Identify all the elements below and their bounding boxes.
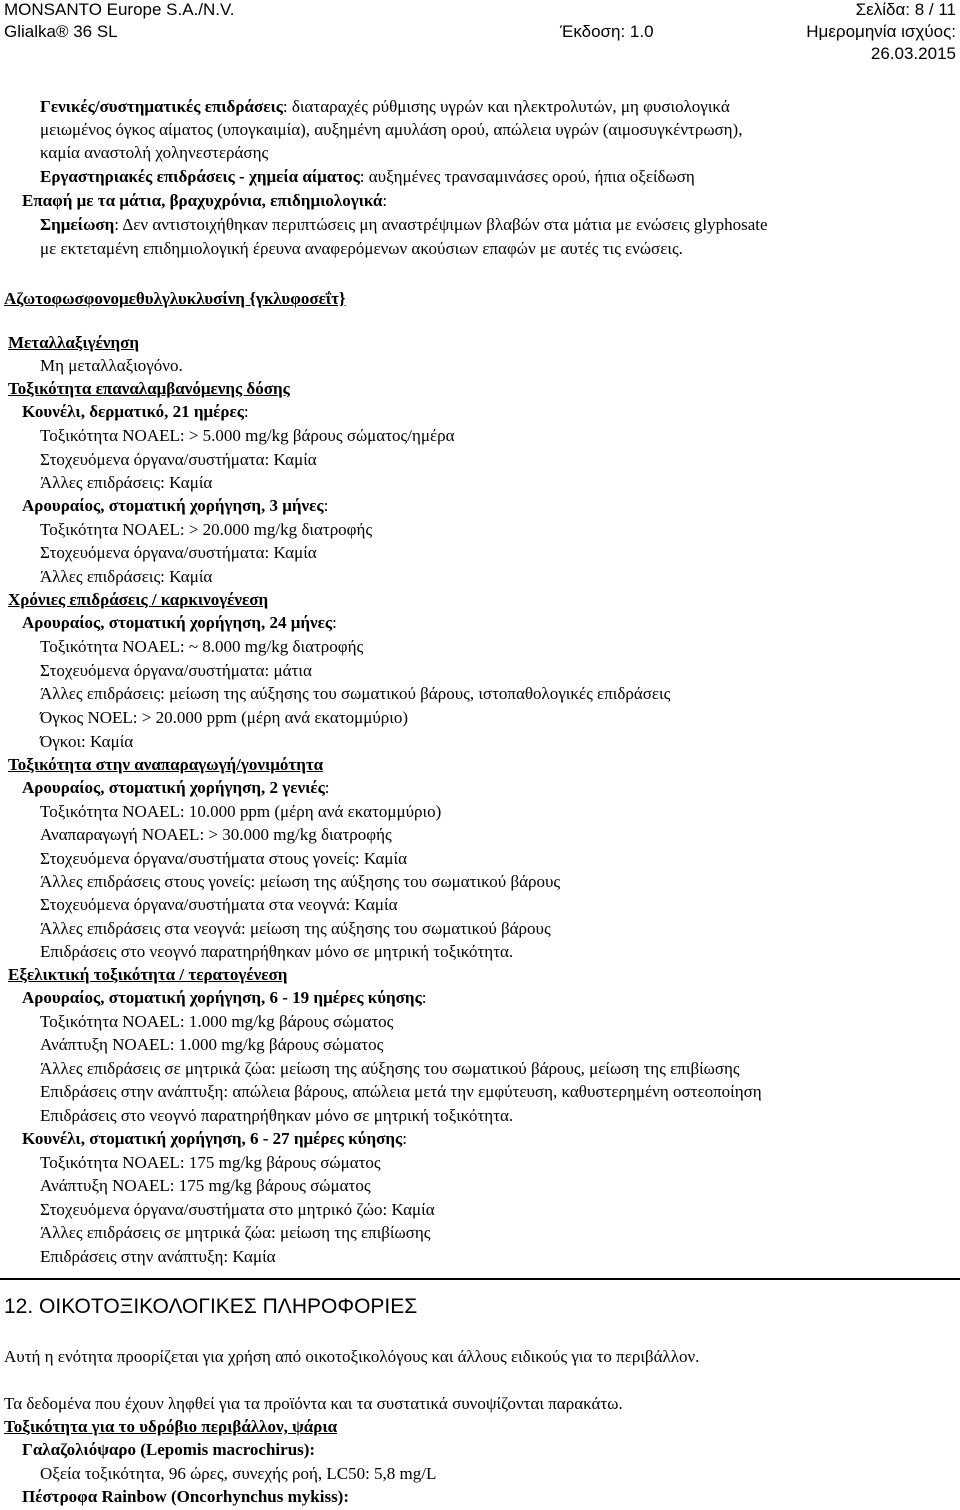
developmental-rat: Αρουραίος, στοματική χορήγηση, 6 - 19 ημέρες κύησης: (22, 988, 427, 1007)
note-line-1: Σημείωση: Δεν αντιστοιχήθηκαν περιπτώσεις μη αναστρέψιμων βλαβών στα μάτια με ενώσεις glyphosate (40, 215, 768, 234)
chronic-rat: Αρουραίος, στοματική χορήγηση, 24 μήνες: (22, 613, 337, 632)
lab-effects-line: Εργαστηριακές επιδράσεις - χημεία αίματος: αυξημένες τρανσαμινάσες ορού, ήπια οξείδωση (40, 167, 695, 186)
mutagenicity-heading: Μεταλλαξιγένηση (8, 333, 140, 352)
general-effects-line-2: μειωμένος όγκος αίματος (υπογκαιμία), αυξημένη αμυλάση ορού, απώλεια υγρών (αιμοσυγκέντρωση), (40, 120, 743, 139)
general-effects-line-3: καμία αναστολή χοληνεστεράσης (40, 143, 269, 162)
developmental-rat-noael: Τοξικότητα NOAEL: 1.000 mg/kg βάρους σώματος (40, 1012, 394, 1031)
reproduction-other-young: Άλλες επιδράσεις στα νεογνά: μείωση της αύξησης του σωματικού βάρους (40, 919, 551, 938)
reproduction-rat: Αρουραίος, στοματική χορήγηση, 2 γενιές: (22, 778, 330, 797)
developmental-heading: Εξελικτική τοξικότητα / τερατογένεση (8, 965, 288, 984)
reproduction-target-parents: Στοχευόμενα όργανα/συστήματα στους γονείς: Καμία (40, 849, 407, 868)
reproduction-other-parents: Άλλες επιδράσεις στους γονείς: μείωση της αύξησης του σωματικού βάρους (40, 872, 561, 891)
chronic-heading: Χρόνιες επιδράσεις / καρκινογένεση (8, 590, 269, 609)
section-divider (0, 1278, 960, 1280)
repeated-dose-heading: Τοξικότητα επαναλαμβανόμενης δόσης (8, 379, 290, 398)
developmental-rabbit-dev-noael: Ανάπτυξη NOAEL: 175 mg/kg βάρους σώματος (40, 1176, 371, 1195)
chronic-target: Στοχευόμενα όργανα/συστήματα: μάτια (40, 661, 312, 680)
product-name: Glialka® 36 SL (4, 22, 118, 41)
substance-heading: Αζωτοφωσφονομεθυλγλυκλυσίνη {γκλυφοσεΐτ} (4, 289, 346, 308)
reproduction-effects-young: Επιδράσεις στο νεογνό παρατηρήθηκαν μόνο σε μητρική τοξικότητα. (40, 942, 514, 961)
page-header (0, 0, 960, 70)
reproduction-heading: Τοξικότητα στην αναπαραγωγή/γονιμότητα (8, 755, 324, 774)
eye-contact-heading: Επαφή με τα μάτια, βραχυχρόνια, επιδημιολογικά: (22, 191, 388, 210)
developmental-rabbit: Κουνέλι, στοματική χορήγηση, 6 - 27 ημέρες κύησης: (22, 1129, 407, 1148)
effective-date: 26.03.2015 (870, 44, 956, 63)
note-line-2: με εκτεταμένη επιδημιολογική έρευνα αναφερόμενων ακούσιων επαφών με αυτές τις ενώσεις. (40, 239, 683, 258)
section-12-title: 12. ΟΙΚΟΤΟΞΙΚΟΛΟΓΙΚΕΣ ΠΛΗΡΟΦΟΡΙΕΣ (4, 1295, 418, 1318)
section-12-data-note: Τα δεδομένα που έχουν ληφθεί για τα προϊόντα και τα συστατικά συνοψίζονται παρακάτω. (4, 1394, 623, 1413)
reproduction-target-young: Στοχευόμενα όργανα/συστήματα στα νεογνά: Καμία (40, 895, 398, 914)
reproduction-repro-noael: Αναπαραγωγή NOAEL: > 30.000 mg/kg διατροφής (40, 825, 392, 844)
repeated-dose-rabbit: Κουνέλι, δερματικό, 21 ημέρες: (22, 402, 249, 421)
reproduction-noael: Τοξικότητα NOAEL: 10.000 ppm (μέρη ανά εκατομμύριο) (40, 802, 442, 821)
repeated-dose-rabbit-noael: Τοξικότητα NOAEL: > 5.000 mg/kg βάρους σώματος/ημέρα (40, 426, 455, 445)
chronic-noael: Τοξικότητα NOAEL: ~ 8.000 mg/kg διατροφής (40, 637, 364, 656)
developmental-rat-young: Επιδράσεις στο νεογνό παρατηρήθηκαν μόνο σε μητρική τοξικότητα. (40, 1106, 514, 1125)
repeated-dose-rabbit-target: Στοχευόμενα όργανα/συστήματα: Καμία (40, 450, 317, 469)
developmental-rabbit-dev-effects: Επιδράσεις στην ανάπτυξη: Καμία (40, 1247, 276, 1266)
repeated-dose-rat: Αρουραίος, στοματική χορήγηση, 3 μήνες: (22, 496, 329, 515)
developmental-rat-dev-effects: Επιδράσεις στην ανάπτυξη: απώλεια βάρους, απώλεια μετά την εμφύτευση, καθυστερημένη οστεοποίηση (40, 1082, 762, 1101)
developmental-rabbit-target: Στοχευόμενα όργανα/συστήματα στο μητρικό ζώο: Καμία (40, 1200, 435, 1219)
trout-heading: Πέστροφα Rainbow (Oncorhynchus mykiss): (22, 1487, 350, 1506)
developmental-rat-maternal: Άλλες επιδράσεις σε μητρικά ζώα: μείωση της αύξησης του σωματικού βάρους, μείωση της επιβίωσης (40, 1059, 740, 1078)
aquatic-toxicity-heading: Τοξικότητα για το υδρόβιο περιβάλλον, ψάρια (4, 1417, 338, 1436)
developmental-rat-dev-noael: Ανάπτυξη NOAEL: 1.000 mg/kg βάρους σώματος (40, 1035, 384, 1054)
page-number: Σελίδα: 8 / 11 (855, 0, 956, 19)
chronic-tumors: Όγκοι: Καμία (40, 732, 134, 751)
company-name: MONSANTO Europe S.A./N.V. (4, 0, 235, 19)
repeated-dose-rat-other: Άλλες επιδράσεις: Καμία (40, 567, 213, 586)
chronic-other: Άλλες επιδράσεις: μείωση της αύξησης του σωματικού βάρους, ιστοπαθολογικές επιδράσεις (40, 684, 671, 703)
repeated-dose-rat-target: Στοχευόμενα όργανα/συστήματα: Καμία (40, 543, 317, 562)
mutagenicity-text: Μη μεταλλαξιογόνο. (40, 356, 183, 375)
repeated-dose-rat-noael: Τοξικότητα NOAEL: > 20.000 mg/kg διατροφής (40, 520, 373, 539)
developmental-rabbit-noael: Τοξικότητα NOAEL: 175 mg/kg βάρους σώματος (40, 1153, 381, 1172)
effective-date-label: Ημερομηνία ισχύος: (806, 22, 956, 41)
version: Έκδοση: 1.0 (560, 22, 654, 41)
bluegill-value: Οξεία τοξικότητα, 96 ώρες, συνεχής ροή, LC50: 5,8 mg/L (40, 1464, 437, 1483)
chronic-tumor-noel: Όγκος NOEL: > 20.000 ppm (μέρη ανά εκατομμύριο) (40, 708, 409, 727)
section-12-intro: Αυτή η ενότητα προορίζεται για χρήση από οικοτοξικολόγους και άλλους ειδικούς για το περιβάλλον. (4, 1347, 700, 1366)
general-effects-line-1: Γενικές/συστηματικές επιδράσεις: διαταραχές ρύθμισης υγρών και ηλεκτρολυτών, μη φυσιολογικά (40, 97, 730, 116)
bluegill-heading: Γαλαζολιόψαρο (Lepomis macrochirus): (22, 1440, 316, 1459)
repeated-dose-rabbit-other: Άλλες επιδράσεις: Καμία (40, 473, 213, 492)
developmental-rabbit-maternal: Άλλες επιδράσεις σε μητρικά ζώα: μείωση της επιβίωσης (40, 1223, 431, 1242)
